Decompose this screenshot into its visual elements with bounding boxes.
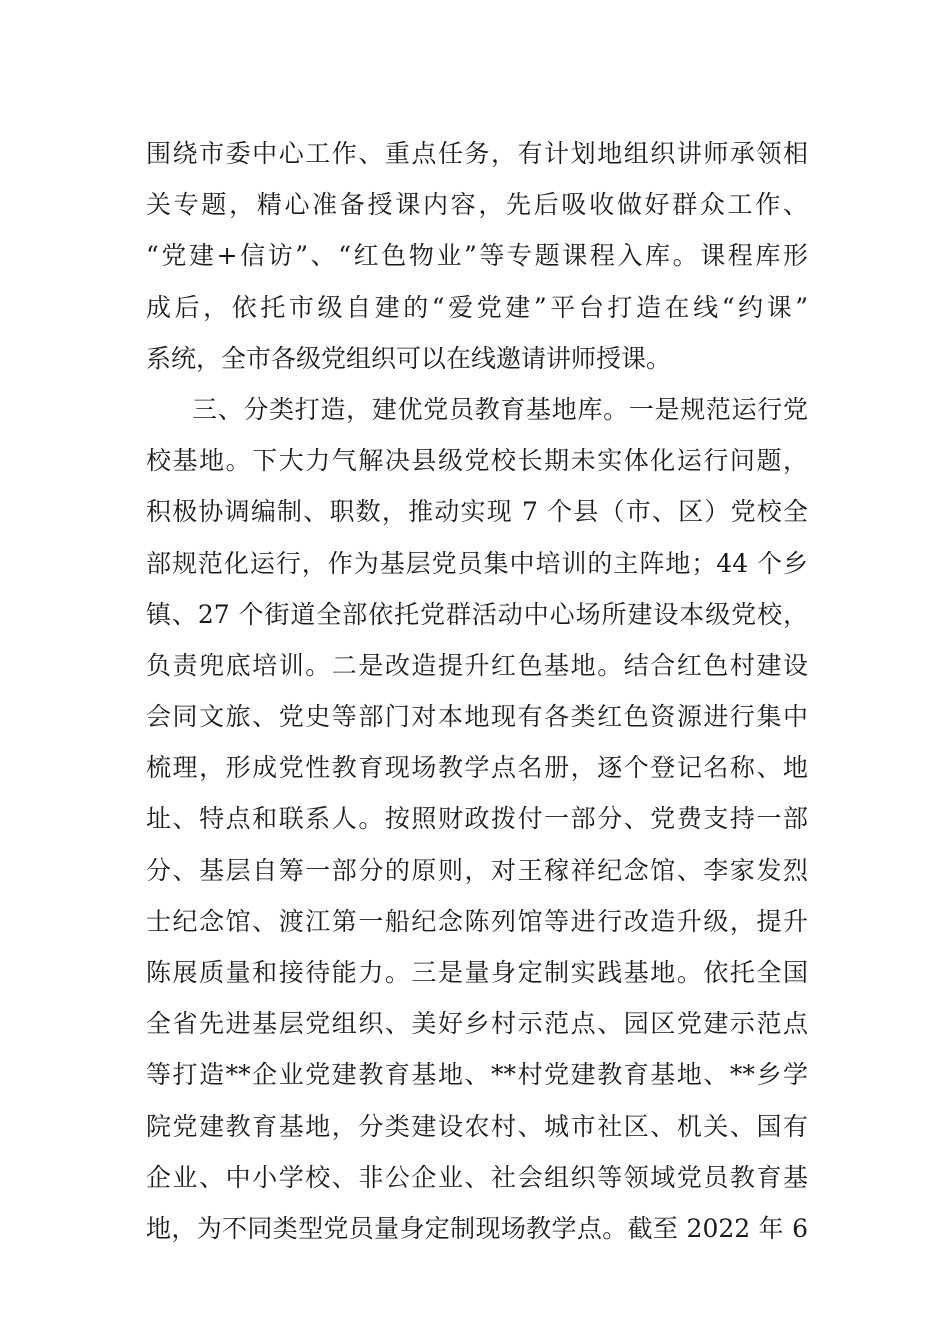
text-line: 等打造**企业党建教育基地、**村党建教育基地、**乡学: [146, 1060, 808, 1090]
body-text: [146, 128, 808, 1254]
text-line: 会同文旅、党史等部门对本地现有各类红色资源进行集中: [146, 702, 808, 732]
text-line: 全省先进基层党组织、美好乡村示范点、园区党建示范点: [146, 1009, 808, 1039]
text-line: 部规范化运行，作为基层党员集中培训的主阵地；44 个乡: [146, 548, 808, 578]
text-line: 成后，依托市级自建的“爱党建”平台打造在线“约课”: [146, 292, 808, 322]
text-line: 积极协调编制、职数，推动实现 7 个县（市、区）党校全: [146, 497, 808, 527]
text-line: 镇、27 个街道全部依托党群活动中心场所建设本级党校，: [146, 599, 808, 629]
text-line: 院党建教育基地，分类建设农村、城市社区、机关、国有: [146, 1111, 808, 1141]
text-line: 陈展质量和接待能力。三是量身定制实践基地。依托全国: [146, 958, 808, 987]
text-line: 围绕市委中心工作、重点任务，有计划地组织讲师承领相: [146, 139, 808, 168]
text-line: 校基地。下大力气解决县级党校长期未实体化运行问题，: [146, 446, 808, 476]
text-line: 负责兜底培训。二是改造提升红色基地。结合红色村建设: [146, 650, 808, 680]
text-line: 关专题，精心准备授课内容，先后吸收做好群众工作、: [146, 190, 808, 220]
text-line: “党建+信访”、“红色物业”等专题课程入库。课程库形: [146, 241, 808, 271]
text-line: 企业、中小学校、非公企业、社会组织等领域党员教育基: [146, 1162, 808, 1192]
text-line: 梳理，形成党性教育现场教学点名册，逐个登记名称、地: [146, 753, 808, 783]
text-line: 地，为不同类型党员量身定制现场教学点。截至 2022 年 6: [146, 1213, 808, 1243]
text-line: 三、分类打造，建优党员教育基地库。一是规范运行党: [192, 394, 808, 424]
text-line: 系统，全市各级党组织可以在线邀请讲师授课。: [146, 343, 672, 373]
text-line: 士纪念馆、渡江第一船纪念陈列馆等进行改造升级，提升: [146, 906, 808, 936]
text-line: 分、基层自筹一部分的原则，对王稼祥纪念馆、李家发烈: [146, 855, 808, 885]
text-line: 址、特点和联系人。按照财政拨付一部分、党费支持一部: [146, 804, 808, 834]
